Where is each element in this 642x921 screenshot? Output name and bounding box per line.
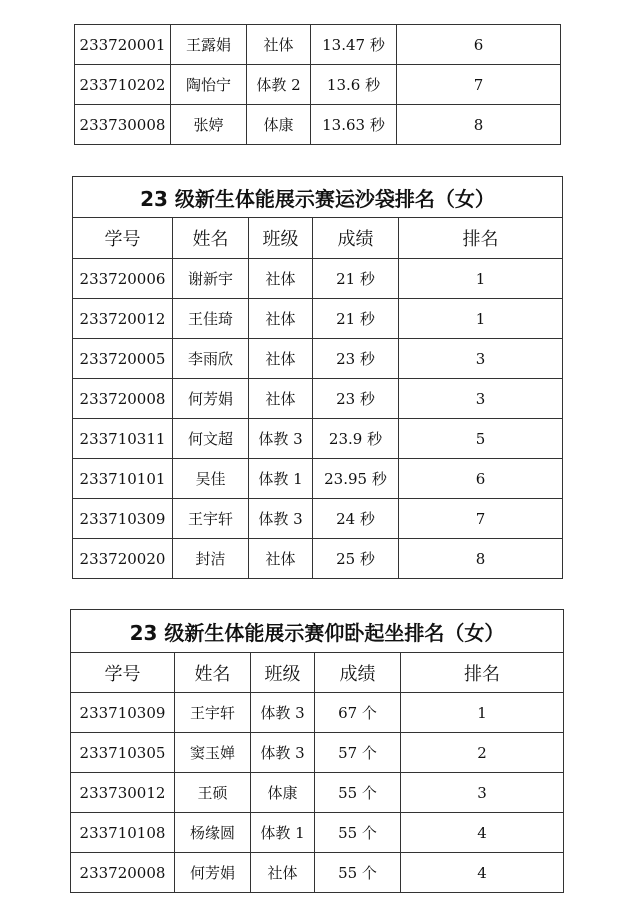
cell-score: 24 秒 <box>313 499 399 539</box>
cell-score: 25 秒 <box>313 539 399 579</box>
cell-rank: 7 <box>397 65 561 105</box>
cell-student-id: 233710305 <box>71 733 175 773</box>
cell-class: 体康 <box>251 773 315 813</box>
table-row <box>73 539 563 579</box>
cell-student-id: 233730008 <box>75 105 171 145</box>
column-header-name: 姓名 <box>175 653 251 693</box>
cell-score: 13.63 秒 <box>311 105 397 145</box>
table-row <box>75 105 561 145</box>
cell-name: 杨缘圆 <box>175 813 251 853</box>
cell-name: 王宇轩 <box>175 693 251 733</box>
cell-name: 窦玉婵 <box>175 733 251 773</box>
table-body <box>71 693 564 893</box>
cell-rank: 5 <box>399 419 563 459</box>
cell-rank: 2 <box>401 733 564 773</box>
cell-student-id: 233710101 <box>73 459 173 499</box>
cell-rank: 1 <box>401 693 564 733</box>
cell-name: 吴佳 <box>173 459 249 499</box>
table-body <box>75 25 561 145</box>
table-row <box>75 25 561 65</box>
table-row <box>73 259 563 299</box>
cell-student-id: 233710309 <box>71 693 175 733</box>
cell-name: 封洁 <box>173 539 249 579</box>
table-row <box>73 299 563 339</box>
cell-student-id: 233720012 <box>73 299 173 339</box>
cell-name: 李雨欣 <box>173 339 249 379</box>
cell-rank: 6 <box>399 459 563 499</box>
column-header-class: 班级 <box>249 218 313 259</box>
cell-class: 社体 <box>249 339 313 379</box>
cell-name: 陶怡宁 <box>171 65 247 105</box>
table-title: 23 级新生体能展示赛运沙袋排名（女） <box>73 177 563 218</box>
cell-name: 何芳娟 <box>173 379 249 419</box>
cell-rank: 3 <box>401 773 564 813</box>
cell-class: 社体 <box>249 259 313 299</box>
cell-student-id: 233720006 <box>73 259 173 299</box>
cell-class: 社体 <box>251 853 315 893</box>
cell-rank: 4 <box>401 813 564 853</box>
cell-student-id: 233720020 <box>73 539 173 579</box>
cell-rank: 1 <box>399 259 563 299</box>
cell-score: 55 个 <box>315 853 401 893</box>
cell-rank: 3 <box>399 339 563 379</box>
cell-name: 王佳琦 <box>173 299 249 339</box>
cell-class: 体康 <box>247 105 311 145</box>
cell-rank: 3 <box>399 379 563 419</box>
cell-score: 67 个 <box>315 693 401 733</box>
table-row <box>73 379 563 419</box>
cell-student-id: 233720008 <box>71 853 175 893</box>
cell-class: 社体 <box>247 25 311 65</box>
table-row <box>73 339 563 379</box>
cell-class: 社体 <box>249 299 313 339</box>
cell-class: 社体 <box>249 539 313 579</box>
cell-name: 何文超 <box>173 419 249 459</box>
cell-student-id: 233710108 <box>71 813 175 853</box>
cell-student-id: 233720005 <box>73 339 173 379</box>
cell-name: 张婷 <box>171 105 247 145</box>
cell-rank: 7 <box>399 499 563 539</box>
cell-name: 王硕 <box>175 773 251 813</box>
cell-student-id: 233710202 <box>75 65 171 105</box>
table-row <box>71 773 564 813</box>
cell-class: 体教 3 <box>249 419 313 459</box>
column-header-rank: 排名 <box>401 653 564 693</box>
column-header-student-id: 学号 <box>73 218 173 259</box>
table-row <box>75 65 561 105</box>
table-row <box>73 499 563 539</box>
table-row <box>73 419 563 459</box>
table-row <box>73 459 563 499</box>
cell-class: 体教 3 <box>251 693 315 733</box>
cell-name: 谢新宇 <box>173 259 249 299</box>
table-row <box>71 693 564 733</box>
cell-rank: 1 <box>399 299 563 339</box>
ranking-table-continued <box>74 24 561 145</box>
sandbag-ranking-table <box>72 176 563 579</box>
situp-ranking-table <box>70 609 564 893</box>
cell-name: 何芳娟 <box>175 853 251 893</box>
column-header-class: 班级 <box>251 653 315 693</box>
column-header-score: 成绩 <box>313 218 399 259</box>
cell-class: 体教 2 <box>247 65 311 105</box>
cell-score: 21 秒 <box>313 259 399 299</box>
cell-score: 21 秒 <box>313 299 399 339</box>
cell-name: 王宇轩 <box>173 499 249 539</box>
table-body <box>73 259 563 579</box>
cell-score: 55 个 <box>315 773 401 813</box>
column-header-rank: 排名 <box>399 218 563 259</box>
cell-student-id: 233720008 <box>73 379 173 419</box>
cell-rank: 8 <box>399 539 563 579</box>
cell-class: 体教 1 <box>249 459 313 499</box>
table-row <box>71 733 564 773</box>
cell-class: 体教 3 <box>249 499 313 539</box>
table-row <box>71 853 564 893</box>
cell-student-id: 233720001 <box>75 25 171 65</box>
table-title: 23 级新生体能展示赛仰卧起坐排名（女） <box>71 610 564 653</box>
cell-student-id: 233730012 <box>71 773 175 813</box>
cell-class: 社体 <box>249 379 313 419</box>
column-header-name: 姓名 <box>173 218 249 259</box>
cell-score: 23.95 秒 <box>313 459 399 499</box>
cell-score: 13.47 秒 <box>311 25 397 65</box>
cell-score: 55 个 <box>315 813 401 853</box>
column-header-student-id: 学号 <box>71 653 175 693</box>
cell-score: 13.6 秒 <box>311 65 397 105</box>
cell-score: 23 秒 <box>313 379 399 419</box>
cell-score: 23 秒 <box>313 339 399 379</box>
cell-class: 体教 3 <box>251 733 315 773</box>
cell-student-id: 233710311 <box>73 419 173 459</box>
cell-score: 57 个 <box>315 733 401 773</box>
cell-student-id: 233710309 <box>73 499 173 539</box>
cell-rank: 6 <box>397 25 561 65</box>
table-row <box>71 813 564 853</box>
cell-rank: 8 <box>397 105 561 145</box>
cell-class: 体教 1 <box>251 813 315 853</box>
cell-score: 23.9 秒 <box>313 419 399 459</box>
cell-rank: 4 <box>401 853 564 893</box>
cell-name: 王露娟 <box>171 25 247 65</box>
column-header-score: 成绩 <box>315 653 401 693</box>
